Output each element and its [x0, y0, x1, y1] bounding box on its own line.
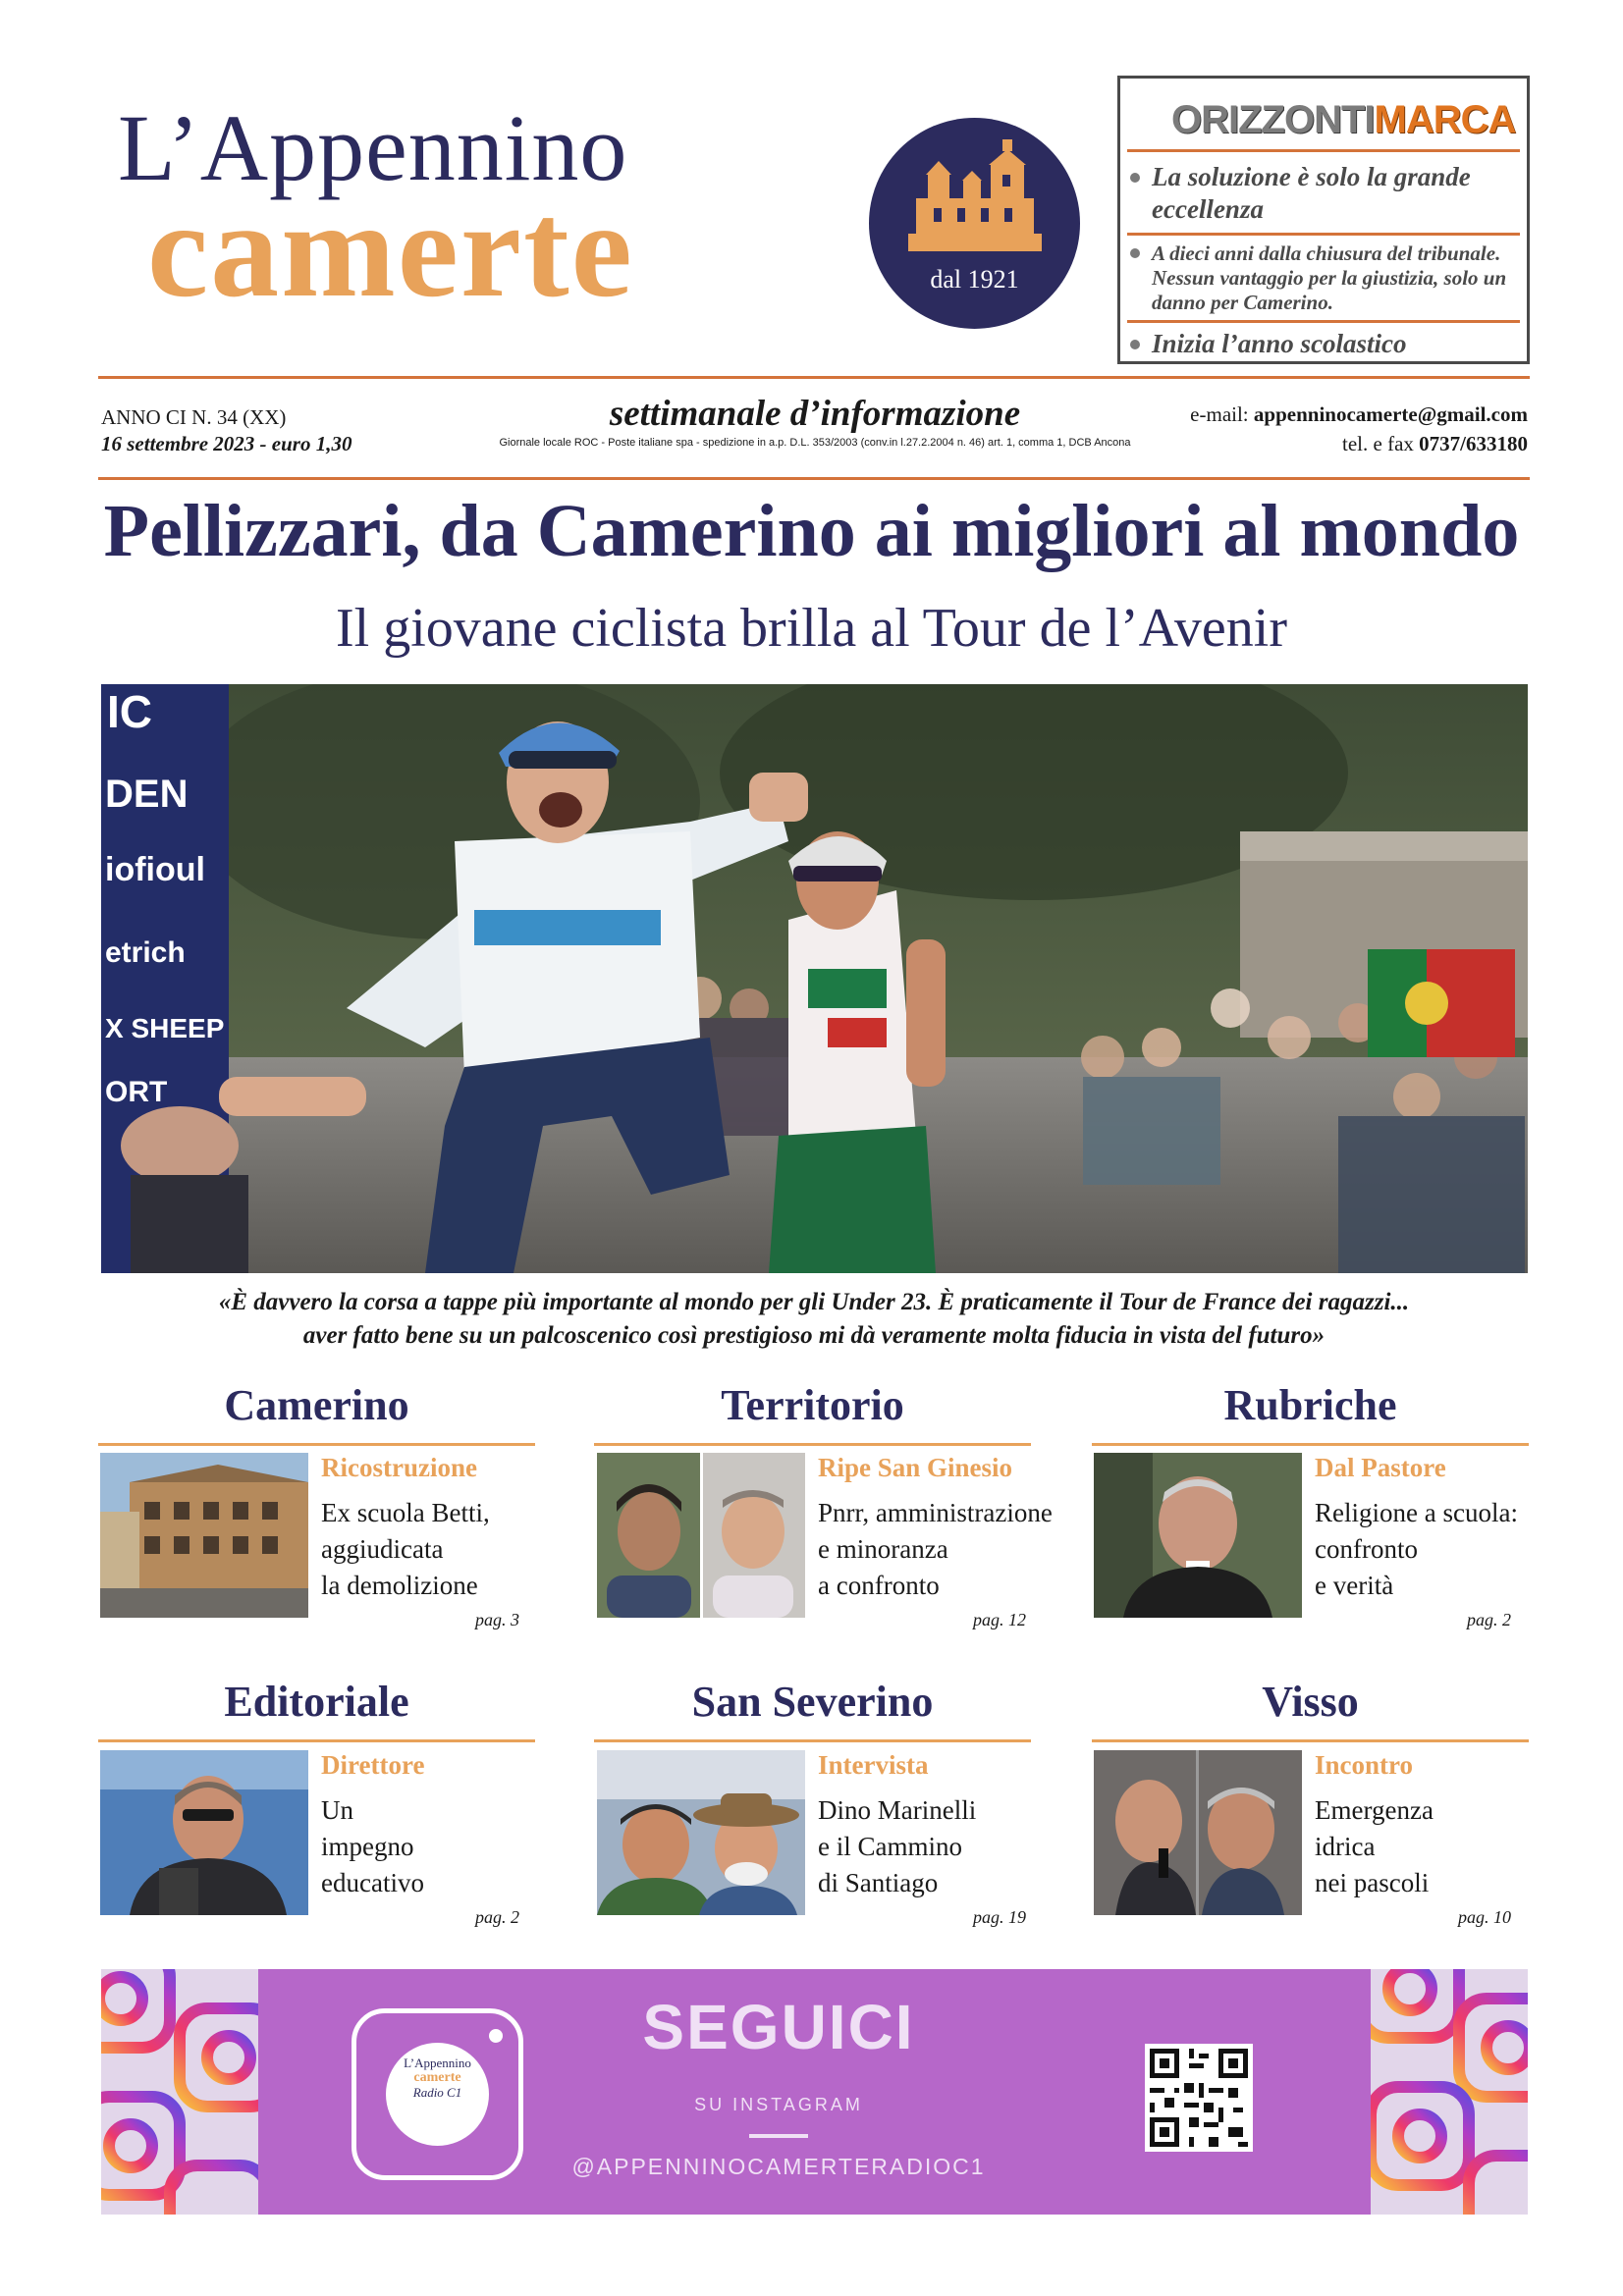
banner-sign-text: IC [107, 686, 152, 737]
story-title[interactable]: Ex scuola Betti, aggiudicata la demolizione [321, 1498, 490, 1600]
orizzonti-logo: ORIZZONTIMARCA [1171, 98, 1516, 141]
banner-divider [749, 2134, 808, 2138]
seal-text: dal 1921 [930, 265, 1019, 294]
issue-info [101, 404, 352, 457]
instagram-icon [1371, 1969, 1528, 2215]
thumb-ripe-san-ginesio[interactable] [597, 1453, 805, 1618]
instagram-dot-icon [489, 2029, 503, 2043]
page-reference[interactable]: pag. 10 [1458, 1907, 1511, 1927]
editor-photo-illustration [100, 1750, 308, 1915]
page-reference[interactable]: pag. 19 [973, 1907, 1026, 1927]
orizzonti-divider [1127, 320, 1520, 323]
lead-headline[interactable]: Pellizzari, da Camerino ai migliori al mondo [103, 490, 1520, 572]
section-rule [98, 1739, 535, 1742]
thumb-incontro[interactable] [1094, 1750, 1302, 1915]
postal-fine-print: Giornale locale ROC - Poste italiane spa - spedizione in a.p. D.L. 353/2003 (conv.in l.27.2.2004 n. 46) art. 1, comma 1, DCB Ancona [499, 437, 1131, 449]
masthead-seal [869, 118, 1080, 329]
contact-info: e-mail: appenninocamerte@gmail.com tel. e fax 0737/633180 [1190, 402, 1528, 455]
meta-rule [98, 477, 1530, 480]
phone-number: 0737/633180 [1419, 432, 1528, 455]
page-reference[interactable]: pag. 12 [973, 1610, 1026, 1629]
banner-sign-text: iofioul [105, 851, 205, 888]
kicker-dal-pastore: Dal Pastore [1315, 1453, 1446, 1482]
priest-photo-illustration [1094, 1453, 1302, 1618]
town-emblem-icon [869, 118, 1080, 329]
section-title-editoriale[interactable]: Editoriale [224, 1678, 409, 1726]
orizzonti-item[interactable]: A dieci anni dalla chiusura del tribunale. Nessun vantaggio per la giustizia, solo un danno per Camerino. [1130, 241, 1515, 315]
issue-number: ANNO CI N. 34 (XX) [101, 405, 287, 429]
page-reference[interactable]: pag. 2 [1467, 1610, 1511, 1629]
story-title[interactable]: Dino Marinelli e il Cammino di Santiago [818, 1795, 977, 1897]
kicker-ricostruzione: Ricostruzione [321, 1453, 477, 1482]
masthead-rule [98, 376, 1530, 379]
masthead-title-line2: camerte [147, 174, 634, 326]
banner-sign-text: etrich [105, 936, 186, 969]
section-rule [1092, 1443, 1529, 1446]
thumb-direttore[interactable] [100, 1750, 308, 1915]
radio-logo: L’Appennino camerte Radio C1 [386, 2043, 489, 2146]
thumb-intervista[interactable] [597, 1750, 805, 1915]
section-rule [1092, 1739, 1529, 1742]
page-reference[interactable]: pag. 2 [475, 1907, 519, 1927]
lead-subhead: Il giovane ciclista brilla al Tour de l’Avenir [335, 598, 1287, 659]
orizzonti-divider [1127, 233, 1520, 236]
banner-sign-text: DEN [105, 773, 189, 816]
thumb-ex-scuola-betti[interactable] [100, 1453, 308, 1618]
kicker-incontro: Incontro [1315, 1750, 1414, 1780]
lead-photo-caption: «È davvero la corsa a tappe più importante al mondo per gli Under 23. È praticamente il Tour de France dei ragazzi... aver fatto bene su un palcoscenico così prestigioso mi dà veramente molta fiducia in vista del futuro» [218, 1289, 1410, 1349]
kicker-direttore: Direttore [321, 1750, 425, 1780]
story-title[interactable]: Emergenza idrica nei pascoli [1315, 1795, 1434, 1897]
kicker-ripe-san-ginesio: Ripe San Ginesio [818, 1453, 1013, 1482]
section-rule [98, 1443, 535, 1446]
story-title[interactable]: Un impegno educativo [321, 1795, 424, 1897]
banner-sign-text: ORT [105, 1076, 168, 1108]
bullet-icon [1130, 173, 1140, 183]
section-rule [594, 1443, 1031, 1446]
page-reference[interactable]: pag. 3 [475, 1610, 519, 1629]
instagram-frame-icon[interactable] [352, 2008, 523, 2180]
portraits-photo-illustration [597, 1453, 805, 1618]
story-title[interactable]: Religione a scuola: confronto e verità [1315, 1498, 1518, 1600]
section-rule [594, 1739, 1031, 1742]
orizzonti-item[interactable]: La soluzione è solo la grande eccellenza [1130, 161, 1515, 226]
speakers-photo-illustration [1094, 1750, 1302, 1915]
tagline-block [471, 393, 1159, 449]
instagram-pattern-left [101, 1969, 258, 2215]
tagline: settimanale d’informazione [609, 394, 1021, 434]
orizzonti-item[interactable]: Inizia l’anno scolastico [1130, 328, 1515, 360]
su-instagram-label: SU INSTAGRAM [694, 2095, 863, 2114]
email-link[interactable]: appenninocamerte@gmail.com [1253, 402, 1528, 426]
thumb-dal-pastore[interactable] [1094, 1453, 1302, 1618]
instagram-pattern-right [1371, 1969, 1528, 2215]
issue-date-price: 16 settembre 2023 - euro 1,30 [101, 432, 352, 455]
bullet-icon [1130, 340, 1140, 349]
instagram-icon [101, 1969, 258, 2215]
cyclist-photo-illustration [101, 684, 1528, 1273]
instagram-handle[interactable]: @APPENNINOCAMERTERADIOC1 [571, 2154, 986, 2179]
masthead-title-line1: L’Appennino [118, 95, 628, 200]
orizzonti-box[interactable] [1117, 76, 1530, 364]
lead-photo[interactable] [101, 684, 1528, 1273]
banner-sign-text: X SHEEP [105, 1013, 225, 1043]
instagram-banner[interactable] [101, 1969, 1528, 2215]
seguici-heading: SEGUICI [642, 1992, 915, 2062]
qr-code-icon[interactable] [1145, 2044, 1253, 2152]
bullet-icon [1130, 248, 1140, 258]
building-photo-illustration [100, 1453, 308, 1618]
qr-code-graphic [1145, 2044, 1253, 2152]
section-title-rubriche[interactable]: Rubriche [1223, 1381, 1397, 1429]
section-title-camerino[interactable]: Camerino [224, 1381, 409, 1429]
orizzonti-divider [1127, 149, 1520, 152]
section-title-visso[interactable]: Visso [1262, 1678, 1359, 1726]
section-title-san-severino[interactable]: San Severino [691, 1678, 934, 1726]
masthead-logo [98, 74, 1109, 324]
section-title-territorio[interactable]: Territorio [721, 1381, 904, 1429]
hikers-photo-illustration [597, 1750, 805, 1915]
story-title[interactable]: Pnrr, amministrazione e minoranza a confronto [818, 1498, 1053, 1600]
kicker-intervista: Intervista [818, 1750, 929, 1780]
